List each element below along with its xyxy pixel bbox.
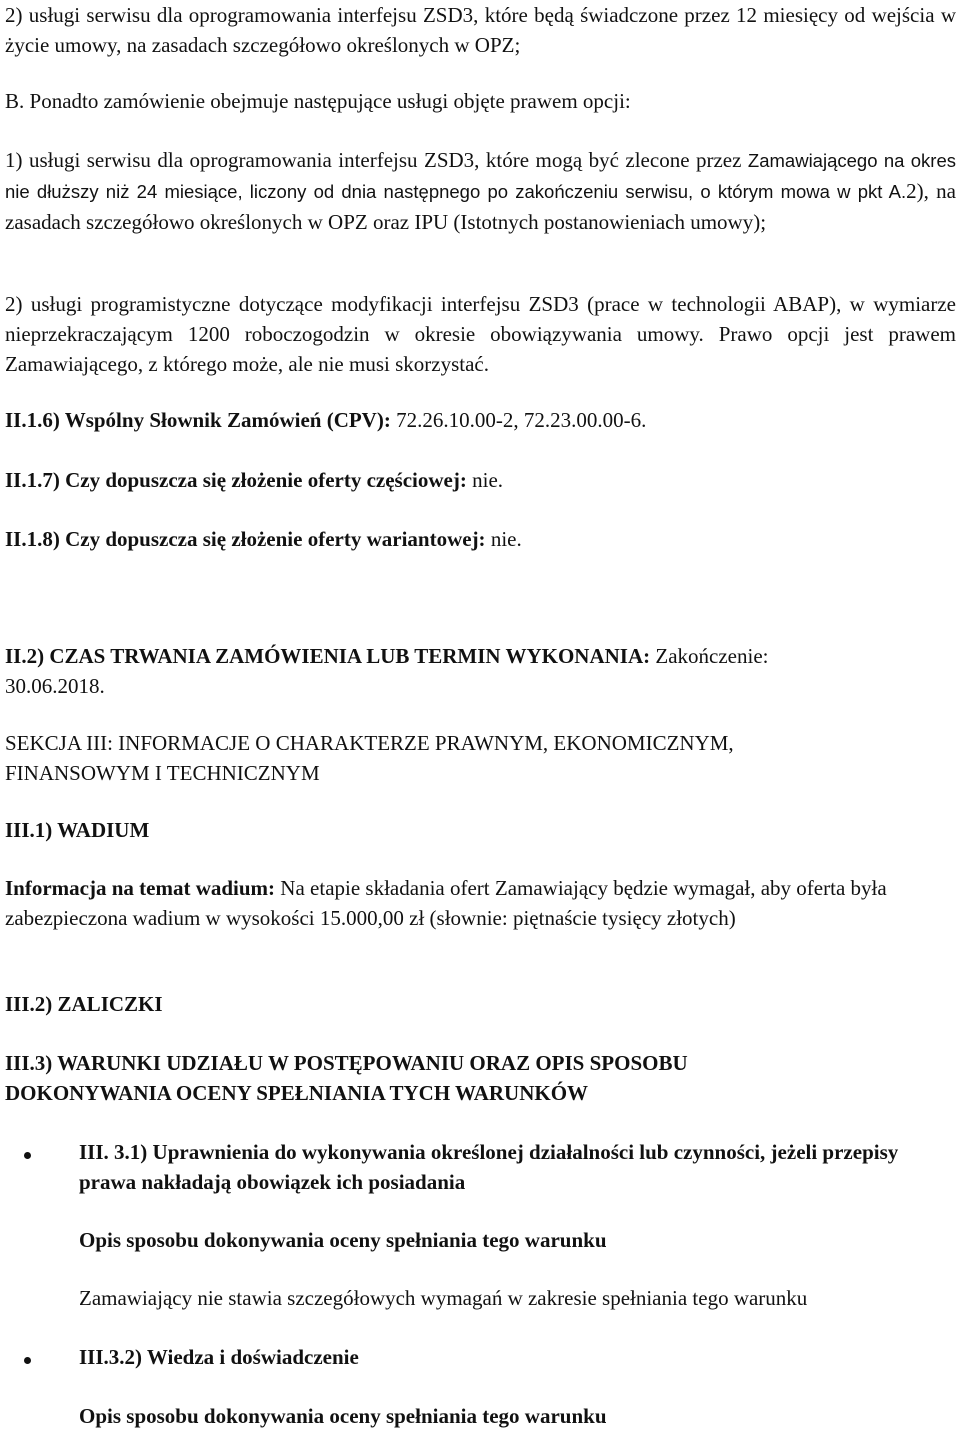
bullet-icon [24, 1152, 31, 1159]
conditions-heading-line2: DOKONYWANIA OCENY SPEŁNIANIA TYCH WARUNKÓW [5, 1081, 589, 1105]
wadium-label: Informacja na temat wadium: [5, 876, 276, 900]
assessment-heading-text: Opis sposobu dokonywania oceny spełniania tego warunku [79, 1228, 607, 1252]
zaliczki-heading-text: III.2) ZALICZKI [5, 992, 163, 1016]
duration-date: 30.06.2018. [5, 674, 105, 698]
section-3-heading [5, 728, 956, 788]
paragraph-option-2 [5, 289, 956, 379]
partial-offer-value: nie. [472, 468, 504, 492]
paragraph-option-1 [5, 145, 956, 237]
duration-label: II.2) CZAS TRWANIA ZAMÓWIENIA LUB TERMIN WYKONANIA: [5, 644, 651, 668]
paragraph-options-intro [5, 86, 956, 116]
wadium-heading-text: III.1) WADIUM [5, 818, 150, 842]
bullet-icon [24, 1357, 31, 1364]
variant-offer-label: II.1.8) Czy dopuszcza się złożenie oferty wariantowej: [5, 527, 486, 551]
conditions-heading-line1: III.3) WARUNKI UDZIAŁU W POSTĘPOWANIU ORAZ OPIS SPOSOBU [5, 1051, 688, 1075]
bullet-text: 1) Uprawnienia do wykonywania określonej działalności lub czynności, jeżeli przepisy prawa nakładają obowiązek ich posiadania [79, 1140, 899, 1194]
duration-line [5, 641, 956, 701]
bullet-text: III.3.2) Wiedza i doświadczenie [79, 1345, 359, 1369]
paragraph-text-sans: Zamawiającego na okres nie dłuższy niż 24 miesiące, liczony od dnia następnego po zakończeniu serwisu, o którym mowa w pkt A. [5, 150, 957, 202]
duration-value: Zakończenie: [655, 644, 769, 668]
assessment-text: Zamawiający nie stawia szczegółowych wymagań w zakresie spełniania tego warunku [79, 1286, 808, 1310]
paragraph-text-serif: 1) usługi serwisu dla oprogramowania interfejsu ZSD3, które mogą być zlecone przez [5, 148, 742, 172]
bullet-prefix: III. 3. [79, 1140, 130, 1164]
zaliczki-heading [5, 989, 956, 1019]
paragraph-text: Ponadto zamówienie obejmuje następujące usługi objęte prawem opcji: [29, 89, 631, 113]
bullet-item-licenses [79, 1137, 956, 1197]
assessment-heading-2 [79, 1401, 956, 1431]
partial-offer-line [5, 465, 956, 495]
paragraph-text: 2) usługi programistyczne dotyczące modyfikacji interfejsu ZSD3 (prace w technologii ABAP), w wymiarze nieprzekraczającym 1200 roboczogodzin w okresie obowiązywania umowy. [5, 292, 956, 346]
partial-offer-label: II.1.7) Czy dopuszcza się złożenie oferty częściowej: [5, 468, 467, 492]
cpv-value: 72.26.10.00-2, 72.23.00.00-6. [396, 408, 647, 432]
section-3-heading-line1: SEKCJA III: INFORMACJE O CHARAKTERZE PRAWNYM, EKONOMICZNYM, [5, 731, 734, 755]
cpv-line [5, 405, 956, 435]
conditions-heading [5, 1048, 956, 1108]
paragraph-prefix: B. [5, 89, 25, 113]
bullet-item-experience [79, 1342, 956, 1372]
assessment-text-1 [79, 1283, 956, 1313]
section-3-heading-line2: FINANSOWYM I TECHNICZNYM [5, 761, 320, 785]
paragraph-text: 2) usługi serwisu dla oprogramowania interfejsu ZSD3, które będą świadczone przez 12 miesięcy od wejścia w życie umowy, na zasadach szczegółowo określonych w OPZ; [5, 3, 956, 57]
paragraph-text-serif-tail: 2), na zasadach szczegółowo określonych w OPZ oraz IPU (Istotnych postanowieniach umowy); [5, 179, 956, 234]
variant-offer-line [5, 524, 956, 554]
wadium-paragraph [5, 873, 956, 933]
assessment-heading-text: Opis sposobu dokonywania oceny spełniania tego warunku [79, 1404, 607, 1428]
paragraph-service-a2 [5, 0, 956, 60]
wadium-text: Na etapie składania ofert Zamawiający będzie wymagał, aby oferta była zabezpieczona wadium w wysokości 15.000,00 zł (słownie: piętnaście tysięcy złotych) [5, 876, 887, 930]
wadium-heading [5, 815, 956, 845]
cpv-label: II.1.6) Wspólny Słownik Zamówień (CPV): [5, 408, 391, 432]
paragraph-text-tail: Prawo opcji jest prawem Zamawiającego, z którego może, ale nie musi skorzystać. [5, 322, 956, 376]
assessment-heading-1 [79, 1225, 956, 1255]
variant-offer-value: nie. [490, 527, 522, 551]
